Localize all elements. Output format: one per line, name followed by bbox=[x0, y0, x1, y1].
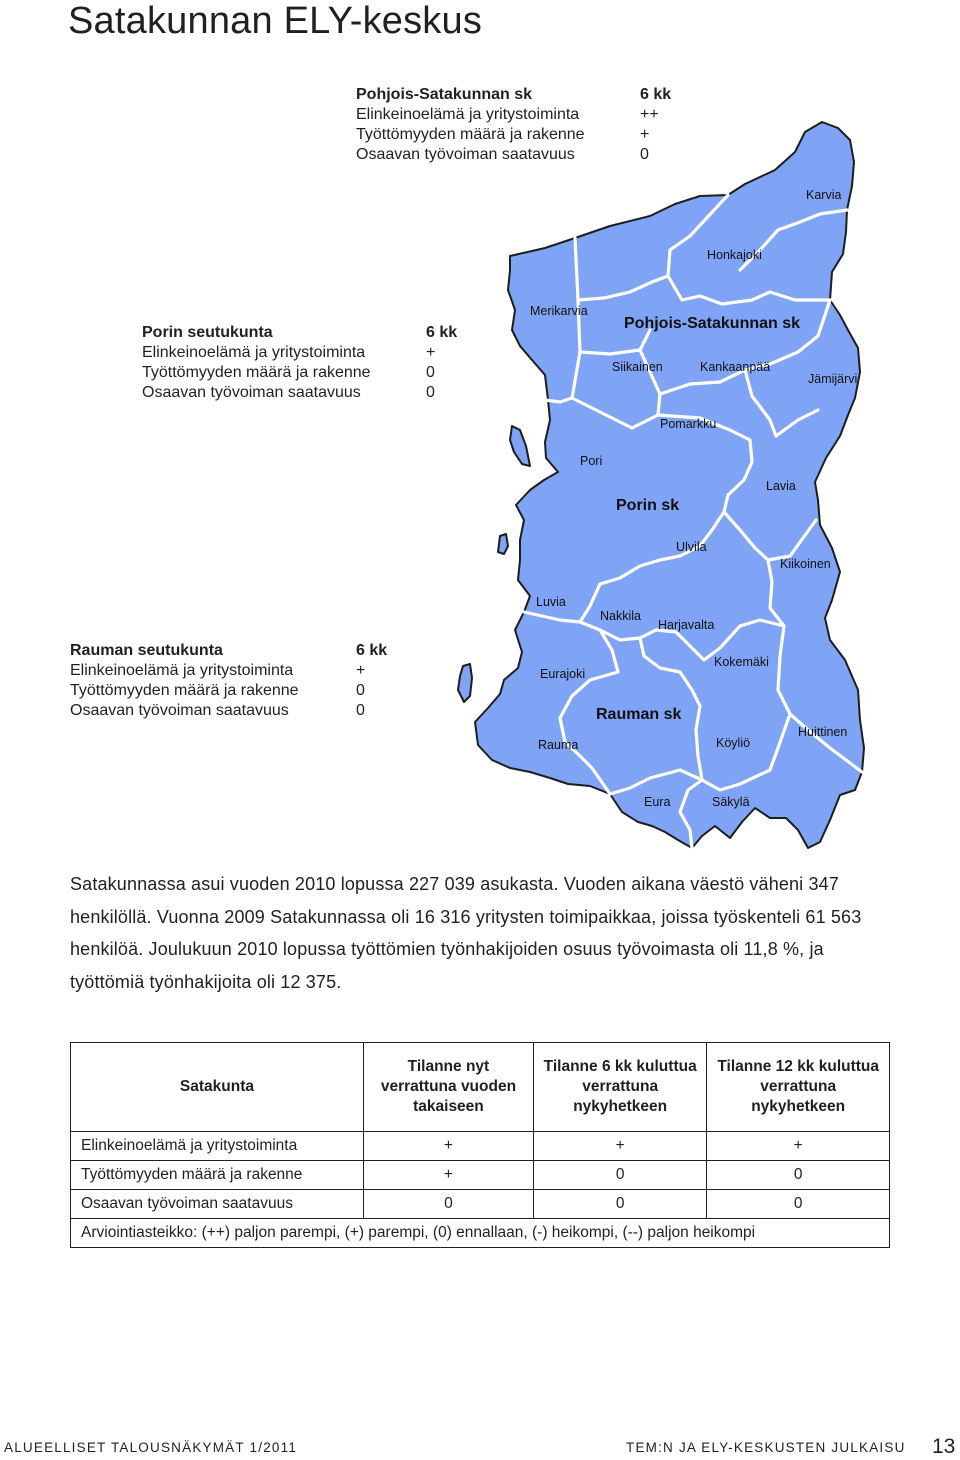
map-label-pori: Pori bbox=[580, 454, 603, 468]
map-label-nakkila: Nakkila bbox=[600, 609, 641, 623]
map-label-eura: Eura bbox=[644, 795, 671, 809]
region-period: 6 kk bbox=[426, 324, 458, 341]
region-box-rauman-seutukunta bbox=[70, 641, 387, 721]
indicator-label: Työttömyyden määrä ja rakenne bbox=[356, 126, 585, 143]
indicator-label: Elinkeinoelämä ja yritystoiminta bbox=[142, 344, 366, 361]
summary-table bbox=[70, 1042, 890, 1248]
table-row bbox=[71, 1190, 890, 1219]
map-label-kiikoinen: Kiikoinen bbox=[780, 557, 831, 571]
region-period: 6 kk bbox=[640, 86, 672, 103]
map-label-lavia: Lavia bbox=[766, 479, 796, 493]
indicator-value: + bbox=[426, 344, 436, 361]
table-header-cell: Tilanne 12 kk kuluttua verrattuna nykyhetkeen bbox=[707, 1043, 890, 1132]
table-row-label: Työttömyyden määrä ja rakenne bbox=[71, 1161, 364, 1190]
map-label-kankaanpaa: Kankaanpää bbox=[700, 360, 771, 374]
table-cell: 0 bbox=[363, 1190, 533, 1219]
table-row-label: Osaavan työvoiman saatavuus bbox=[71, 1190, 364, 1219]
map-label-sakyla: Säkylä bbox=[712, 795, 750, 809]
indicator-label: Osaavan työvoiman saatavuus bbox=[70, 702, 289, 719]
table-row bbox=[71, 1132, 890, 1161]
body-paragraph: Satakunnassa asui vuoden 2010 lopussa 227 039 asukasta. Vuoden aikana väestö väheni 347 henkilöllä. Vuonna 2009 Satakunnassa oli 16 316 yritysten toimipaikkaa, joissa työskenteli 61 563 henkilöä. Joulukuun 2010 lopussa työttömien työnhakijoiden osuus työvoimasta oli 11,8 %, ja työttömiä työnhakijoita oli 12 375. bbox=[70, 874, 862, 992]
table-header-row bbox=[71, 1043, 890, 1132]
map-label-kokemaki: Kokemäki bbox=[714, 655, 769, 669]
indicator-value: 0 bbox=[356, 682, 365, 699]
table-row bbox=[71, 1161, 890, 1190]
island-north bbox=[510, 426, 530, 466]
map-label-pohjois-satakunta: Pohjois-Satakunnan sk bbox=[624, 315, 801, 332]
table-cell: + bbox=[707, 1132, 890, 1161]
page-title: Satakunnan ELY-keskus bbox=[68, 0, 483, 42]
map-label-rauma: Rauma bbox=[538, 738, 579, 752]
indicator-value: + bbox=[356, 662, 366, 679]
map-label-koylio: Köyliö bbox=[716, 736, 751, 750]
table-cell: 0 bbox=[534, 1190, 707, 1219]
satakunta-landmass bbox=[475, 122, 864, 848]
map-label-karvia: Karvia bbox=[806, 188, 842, 202]
indicator-label: Elinkeinoelämä ja yritystoiminta bbox=[70, 662, 294, 679]
indicator-label: Työttömyyden määrä ja rakenne bbox=[70, 682, 299, 699]
indicator-value: 0 bbox=[426, 364, 435, 381]
table-row-label: Elinkeinoelämä ja yritystoiminta bbox=[71, 1132, 364, 1161]
table-cell: 0 bbox=[534, 1161, 707, 1190]
map-label-merikarvia: Merikarvia bbox=[530, 304, 588, 318]
indicator-label: Elinkeinoelämä ja yritystoiminta bbox=[356, 106, 580, 123]
indicator-value: ++ bbox=[640, 106, 659, 123]
region-box-porin-seutukunta bbox=[142, 323, 457, 403]
island-west bbox=[498, 534, 508, 554]
footer-publication: ALUEELLISET TALOUSNÄKYMÄT 1/2011 bbox=[4, 1440, 298, 1455]
table-scale-row bbox=[71, 1219, 890, 1248]
table-cell: + bbox=[363, 1132, 533, 1161]
map-label-pomarkku: Pomarkku bbox=[660, 417, 717, 431]
table-cell: 0 bbox=[707, 1190, 890, 1219]
region-name: Rauman seutukunta bbox=[70, 642, 223, 659]
table-header-cell: Satakunta bbox=[71, 1043, 364, 1132]
map-label-porin-sk: Porin sk bbox=[616, 497, 680, 514]
map-label-jamijarvi: Jämijärvi bbox=[808, 372, 858, 386]
footer-series: TEM:N JA ELY-KESKUSTEN JULKAISU bbox=[626, 1440, 906, 1455]
table-header-cell: Tilanne 6 kk kuluttua verrattuna nykyhetkeen bbox=[534, 1043, 707, 1132]
table-cell: 0 bbox=[707, 1161, 890, 1190]
indicator-value: 0 bbox=[426, 384, 435, 401]
indicator-value: 0 bbox=[356, 702, 365, 719]
indicator-label: Osaavan työvoiman saatavuus bbox=[142, 384, 361, 401]
map-label-harjavalta: Harjavalta bbox=[658, 618, 715, 632]
map-label-ulvila: Ulvila bbox=[676, 540, 707, 554]
table-header-cell: Tilanne nyt verrattuna vuoden takaiseen bbox=[363, 1043, 533, 1132]
indicator-label: Osaavan työvoiman saatavuus bbox=[356, 146, 575, 163]
indicator-value: + bbox=[640, 126, 650, 143]
rating-scale-note: Arviointiasteikko: (++) paljon parempi, (+) parempi, (0) ennallaan, (-) heikompi, (--) paljon heikompi bbox=[71, 1219, 890, 1248]
region-period: 6 kk bbox=[356, 642, 388, 659]
table-cell: + bbox=[363, 1161, 533, 1190]
island-south bbox=[458, 664, 472, 702]
table-cell: + bbox=[534, 1132, 707, 1161]
region-name: Pohjois-Satakunnan sk bbox=[356, 86, 533, 103]
indicator-value: 0 bbox=[640, 146, 649, 163]
map-label-luvia: Luvia bbox=[536, 595, 566, 609]
indicator-label: Työttömyyden määrä ja rakenne bbox=[142, 364, 371, 381]
region-name: Porin seutukunta bbox=[142, 324, 273, 341]
map-label-eurajoki: Eurajoki bbox=[540, 667, 586, 681]
page-number: 13 bbox=[932, 1435, 956, 1458]
map-label-rauman-sk: Rauman sk bbox=[596, 706, 682, 723]
map-label-siikainen: Siikainen bbox=[612, 360, 663, 374]
map-label-huittinen: Huittinen bbox=[798, 725, 848, 739]
region-box-pohjois-satakunta bbox=[356, 85, 671, 165]
map-label-honkajoki: Honkajoki bbox=[707, 248, 762, 262]
